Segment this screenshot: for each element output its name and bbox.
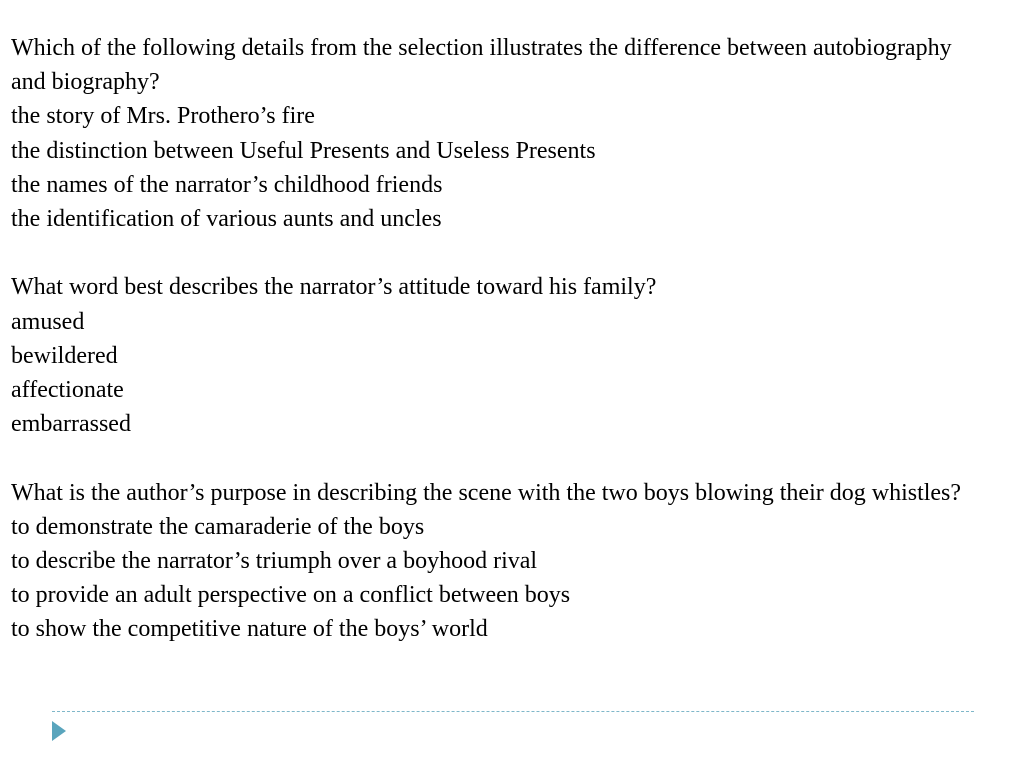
question-1-option-b: the distinction between Useful Presents and Useless Presents [11,137,596,164]
question-1-prompt: Which of the following details from the selection illustrates the difference between autobiography and biography? [11,35,952,96]
question-2-option-b: bewildered [11,342,118,369]
question-3-option-d: to show the competitive nature of the boys’ world [11,616,488,643]
question-2-option-d: embarrassed [11,411,131,438]
question-3 [11,476,1011,647]
footer-divider [52,711,974,712]
question-2-option-a: amused [11,308,85,335]
question-3-option-b: to describe the narrator’s triumph over a boyhood rival [11,548,538,575]
question-2-option-c: affectionate [11,377,124,404]
question-1-option-a: the story of Mrs. Prothero’s fire [11,103,315,130]
question-3-option-a: to demonstrate the camaraderie of the boys [11,513,425,540]
question-3-prompt: What is the author’s purpose in describing the scene with the two boys blowing their dog whistles? [11,479,962,506]
triangle-bullet-icon [52,721,66,741]
question-1 [11,31,1011,236]
question-3-option-c: to provide an adult perspective on a conflict between boys [11,582,571,609]
question-2 [11,270,1011,441]
question-2-prompt: What word best describes the narrator’s attitude toward his family? [11,274,657,301]
question-1-option-c: the names of the narrator’s childhood friends [11,171,443,198]
slide-content [11,31,1011,647]
question-1-option-d: the identification of various aunts and uncles [11,206,442,233]
